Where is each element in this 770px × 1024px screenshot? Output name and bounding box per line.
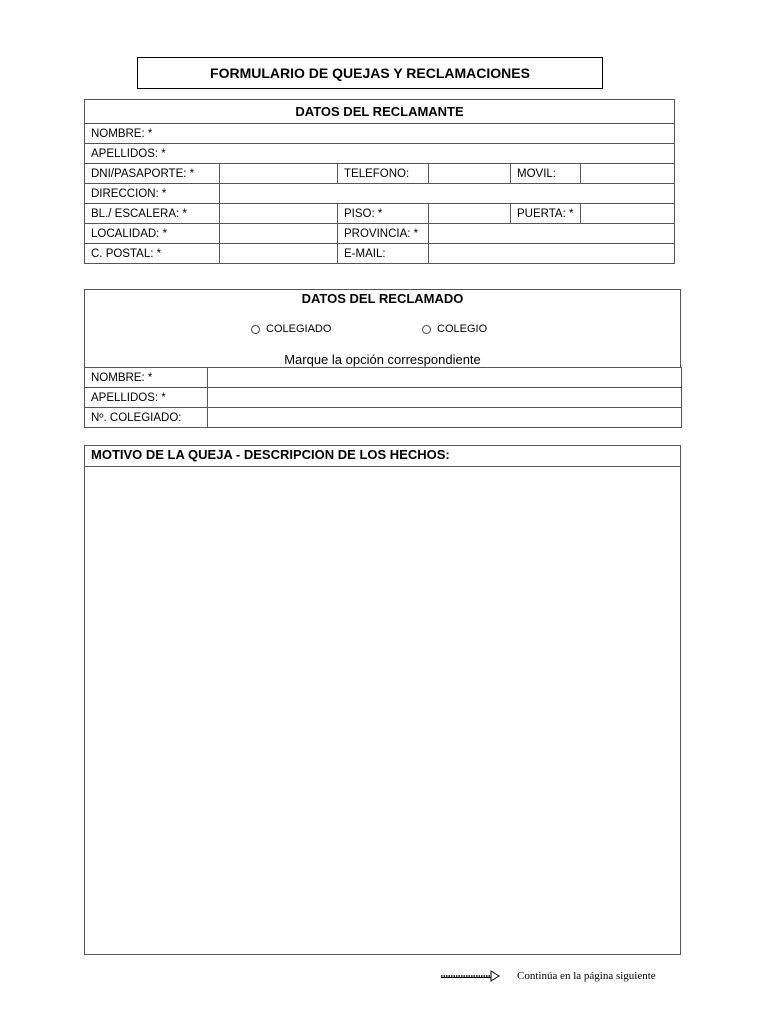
provincia-input[interactable]	[429, 224, 675, 244]
cpostal-input[interactable]	[220, 244, 338, 264]
puerta-label: PUERTA: *	[511, 204, 581, 224]
footer-continue-text: Continúa en la página siguiente	[517, 970, 656, 982]
motivo-heading: MOTIVO DE LA QUEJA - DESCRIPCION DE LOS HECHOS:	[85, 446, 680, 467]
email-label: E-MAIL:	[338, 244, 429, 264]
piso-input[interactable]	[429, 204, 511, 224]
radio-colegio-label: COLEGIO	[437, 323, 488, 335]
arrow-right-icon	[441, 969, 501, 983]
motivo-textarea[interactable]	[85, 467, 680, 953]
bloque-input[interactable]	[220, 204, 338, 224]
reclamado-nombre-label: NOMBRE: *	[85, 368, 208, 388]
reclamado-apellidos-label: APELLIDOS: *	[85, 388, 208, 408]
direccion-input[interactable]	[220, 184, 675, 204]
localidad-input[interactable]	[220, 224, 338, 244]
radio-colegiado[interactable]	[251, 323, 331, 335]
movil-label: MOVIL:	[511, 164, 581, 184]
reclamante-table	[84, 99, 675, 264]
direccion-label: DIRECCION: *	[85, 184, 220, 204]
reclamado-nombre-input[interactable]	[208, 368, 682, 388]
radio-colegio[interactable]	[422, 323, 487, 335]
dni-input[interactable]	[220, 164, 338, 184]
motivo-box	[84, 445, 681, 955]
provincia-label: PROVINCIA: *	[338, 224, 429, 244]
radio-circle-icon	[251, 325, 260, 334]
piso-label: PISO: *	[338, 204, 429, 224]
puerta-input[interactable]	[581, 204, 675, 224]
reclamado-heading: DATOS DEL RECLAMADO	[301, 291, 464, 306]
form-title: FORMULARIO DE QUEJAS Y RECLAMACIONES	[137, 57, 603, 89]
radio-colegiado-label: COLEGIADO	[266, 323, 332, 335]
num-colegiado-input[interactable]	[208, 408, 682, 428]
movil-input[interactable]	[581, 164, 675, 184]
reclamado-apellidos-input[interactable]	[208, 388, 682, 408]
reclamante-nombre-field[interactable]: NOMBRE: *	[85, 124, 675, 144]
num-colegiado-label: Nº. COLEGIADO:	[85, 408, 208, 428]
reclamante-apellidos-field[interactable]: APELLIDOS: *	[85, 144, 675, 164]
telefono-input[interactable]	[429, 164, 511, 184]
cpostal-label: C. POSTAL: *	[85, 244, 220, 264]
dni-label: DNI/PASAPORTE: *	[85, 164, 220, 184]
reclamado-hint: Marque la opción correspondiente	[284, 352, 481, 367]
reclamante-heading: DATOS DEL RECLAMANTE	[85, 100, 675, 124]
reclamado-table	[84, 367, 682, 428]
bloque-label: BL./ ESCALERA: *	[85, 204, 220, 224]
footer	[441, 969, 656, 983]
reclamado-box	[84, 289, 681, 368]
localidad-label: LOCALIDAD: *	[85, 224, 220, 244]
telefono-label: TELEFONO:	[338, 164, 429, 184]
radio-circle-icon	[422, 325, 431, 334]
email-input[interactable]	[429, 244, 675, 264]
